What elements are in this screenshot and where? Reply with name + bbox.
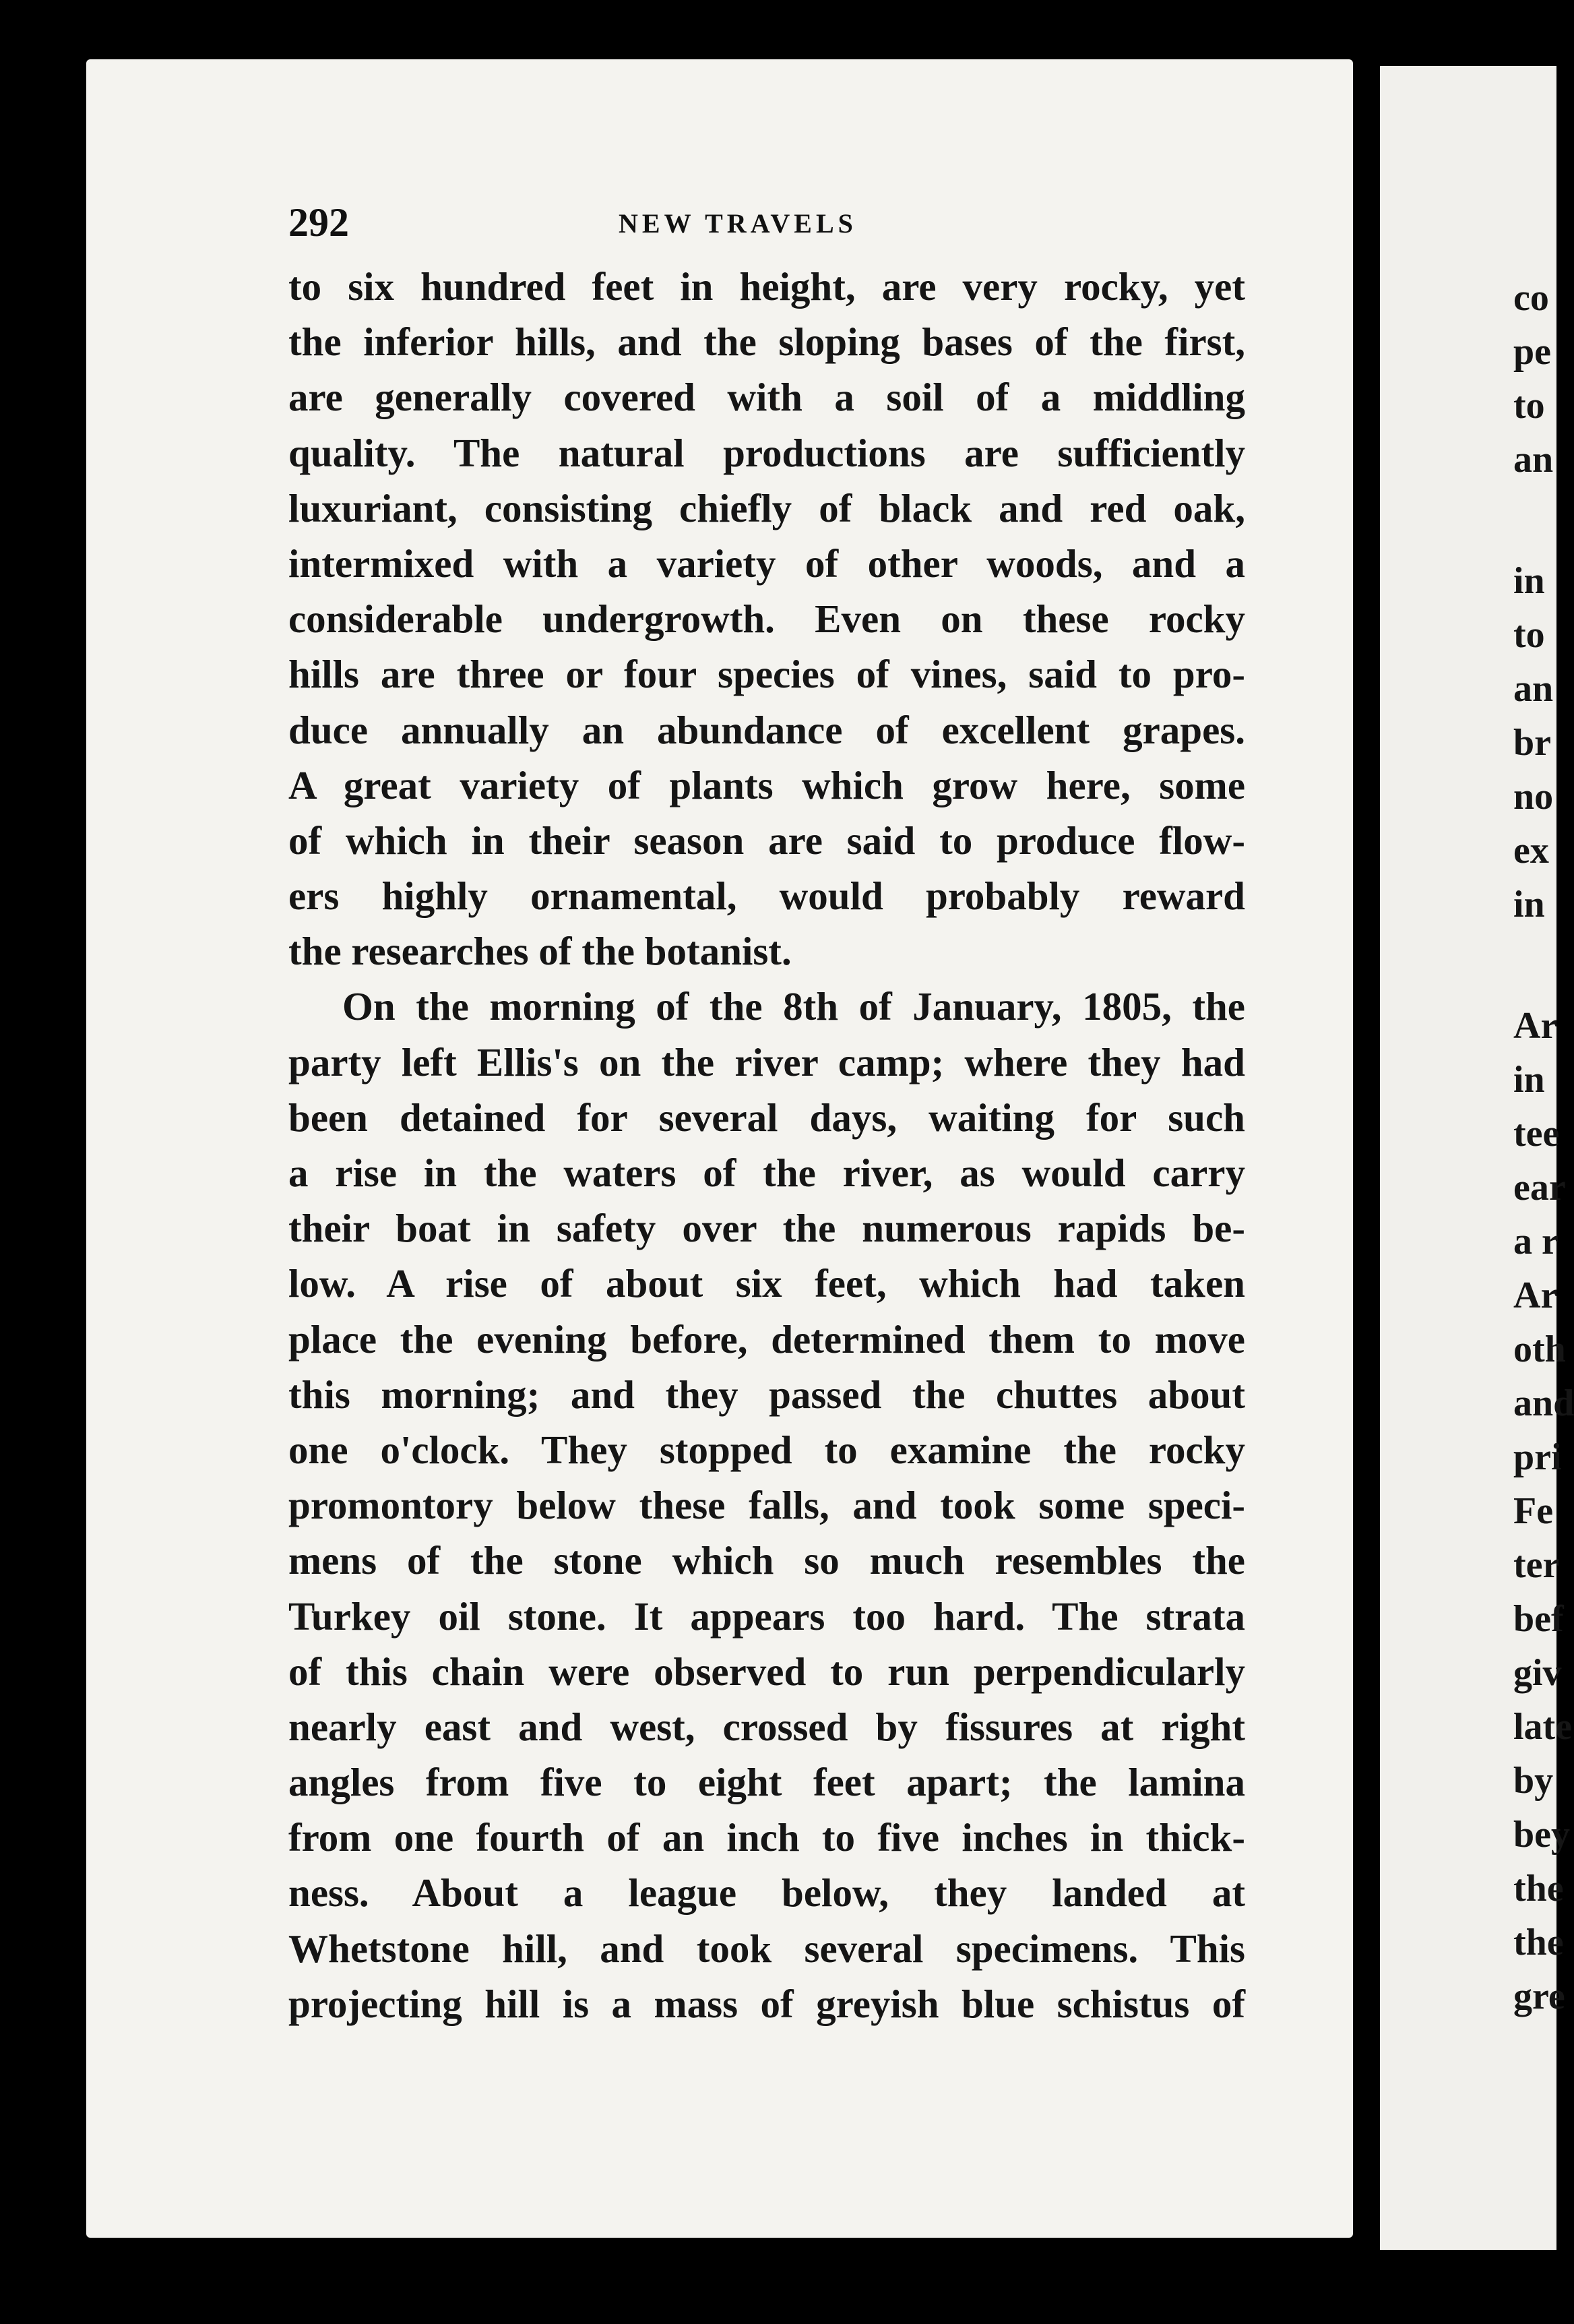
- text-line: promontory below these falls, and took some speci-: [288, 1483, 1245, 1528]
- right-page-fragment: ter: [1513, 1544, 1560, 1586]
- text-line: party left Ellis's on the river camp; where they had: [288, 1039, 1245, 1084]
- right-page-fragment: and: [1513, 1382, 1574, 1424]
- text-line: intermixed with a variety of other woods, and a: [288, 541, 1245, 586]
- text-line: On the morning of the 8th of January, 1805, the: [342, 984, 1245, 1029]
- right-page-fragment: the: [1513, 1922, 1564, 1963]
- right-page-fragment: Fe: [1513, 1490, 1554, 1532]
- right-page-fragment: no: [1513, 776, 1554, 818]
- right-page-fragment: by: [1513, 1760, 1554, 1802]
- text-line: are generally covered with a soil of a middling: [288, 375, 1245, 420]
- text-line: ers highly ornamental, would probably reward: [288, 874, 1245, 919]
- right-page-fragment: Ar: [1513, 1005, 1558, 1047]
- text-line: of which in their season are said to produce flow-: [288, 818, 1245, 863]
- page-header: [288, 200, 1245, 253]
- text-line: a rise in the waters of the river, as would carry: [288, 1151, 1245, 1195]
- text-line: place the evening before, determined them to move: [288, 1316, 1245, 1362]
- text-line: hills are three or four species of vines, said to pro-: [288, 652, 1245, 697]
- right-page-fragment: an: [1513, 668, 1554, 710]
- right-page-fragment: in: [1513, 560, 1545, 602]
- right-page-fragment: an: [1513, 439, 1554, 481]
- text-line: to six hundred feet in height, are very rocky, yet: [288, 264, 1245, 309]
- text-line: their boat in safety over the numerous rapids be-: [288, 1206, 1245, 1251]
- text-line: Turkey oil stone. It appears too hard. The strata: [288, 1593, 1245, 1639]
- text-line: one o'clock. They stopped to examine the rocky: [288, 1427, 1245, 1472]
- right-page-fragment: co: [1513, 277, 1549, 319]
- right-page-fragment: to: [1513, 614, 1545, 656]
- right-page-fragment: the: [1513, 1868, 1564, 1909]
- right-page-fragment: late: [1513, 1706, 1573, 1748]
- right-page-fragment: tee: [1513, 1113, 1560, 1155]
- right-page-fragment: bef: [1513, 1598, 1564, 1640]
- text-line: quality. The natural productions are sufficiently: [288, 430, 1245, 475]
- text-line: ness. About a league below, they landed at: [288, 1870, 1245, 1916]
- right-page-fragment: pri: [1513, 1436, 1562, 1478]
- right-page-fragment: bey: [1513, 1814, 1570, 1856]
- text-line: from one fourth of an inch to five inches in thick-: [288, 1815, 1245, 1860]
- text-line: A great variety of plants which grow here, some: [288, 762, 1245, 807]
- text-line: considerable undergrowth. Even on these rocky: [288, 597, 1245, 642]
- right-page-fragment: in: [1513, 884, 1545, 925]
- text-line: the researches of the botanist.: [288, 929, 792, 974]
- right-page-fragment: br: [1513, 722, 1551, 764]
- page-number: 292: [288, 200, 349, 245]
- text-line: projecting hill is a mass of greyish blue schistus of: [288, 1981, 1245, 2026]
- text-line: low. A rise of about six feet, which had taken: [288, 1261, 1245, 1306]
- text-line: Whetstone hill, and took several specimens. This: [288, 1926, 1245, 1971]
- right-page-fragment: pe: [1513, 331, 1551, 373]
- right-page-fragment: ex: [1513, 830, 1549, 872]
- text-line: luxuriant, consisting chiefly of black and red oak,: [288, 485, 1245, 530]
- right-page-fragment: gre: [1513, 1976, 1565, 2017]
- right-page-fragment: in: [1513, 1059, 1545, 1101]
- text-line: of this chain were observed to run perpendicularly: [288, 1649, 1245, 1694]
- text-line: duce annually an abundance of excellent grapes.: [288, 707, 1245, 752]
- text-line: this morning; and they passed the chuttes about: [288, 1372, 1245, 1417]
- running-head: NEW TRAVELS: [619, 208, 857, 239]
- right-page-fragment: a r: [1513, 1221, 1559, 1262]
- text-line: the inferior hills, and the sloping bases of the first,: [288, 319, 1245, 365]
- right-page-fragment: giv: [1513, 1652, 1562, 1694]
- body-text: [288, 259, 1245, 2031]
- text-line: mens of the stone which so much resembles the: [288, 1538, 1245, 1583]
- right-page-fragment: to: [1513, 385, 1545, 427]
- right-page-fragment: ear: [1513, 1167, 1566, 1209]
- text-line: angles from five to eight feet apart; the lamina: [288, 1760, 1245, 1805]
- right-page-fragment: oth: [1513, 1328, 1566, 1370]
- text-line: been detained for several days, waiting for such: [288, 1095, 1245, 1140]
- right-page-fragment: Ar: [1513, 1275, 1558, 1316]
- text-line: nearly east and west, crossed by fissures at right: [288, 1704, 1245, 1749]
